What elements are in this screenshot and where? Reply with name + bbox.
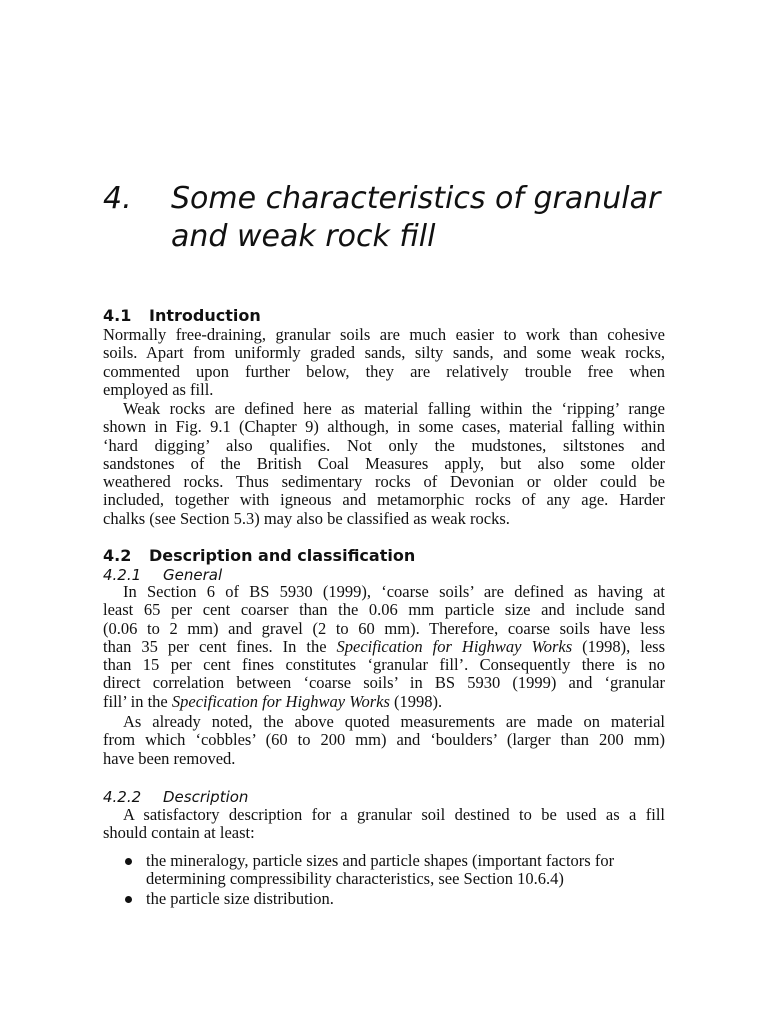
text-line: As already noted, the above quoted measurements are made on material [123, 712, 665, 731]
subsection-title: Description [163, 788, 249, 806]
text-run: (1998), less [572, 636, 665, 656]
text-run: fill’ in the [103, 691, 172, 711]
subsection-number: 4.2.1 [103, 566, 142, 584]
bullet-dot-icon [125, 858, 132, 865]
bullet-list [103, 852, 665, 909]
text-line [103, 693, 665, 711]
text-line: least 65 per cent coarser than the 0.06 mm particle size and include sand [103, 600, 665, 620]
list-item-line: the particle size distribution. [146, 888, 334, 908]
text-line: A satisfactory description for a granular soil destined to be used as a fill [123, 805, 665, 824]
text-line: should contain at least: [103, 823, 255, 843]
section-heading-4-2 [103, 546, 415, 566]
text-line: Normally free-draining, granular soils are much easier to work than cohesive [103, 325, 665, 344]
section-number: 4.1 [103, 306, 132, 325]
general-paragraph-1 [103, 583, 665, 711]
intro-paragraph-2 [103, 400, 665, 528]
section-title: Introduction [149, 306, 261, 325]
section-title: Description and classification [149, 546, 416, 565]
text-line: have been removed. [103, 748, 236, 768]
text-line: weathered rocks. Thus sedimentary rocks of Devonian or older could be [103, 472, 665, 492]
chapter-title-line: Some characteristics of granular [171, 181, 661, 216]
chapter-number: 4. [103, 181, 132, 216]
text-line [103, 638, 665, 656]
text-run: (1998). [389, 691, 443, 711]
description-paragraph [103, 806, 665, 843]
general-paragraph-2 [103, 713, 665, 768]
chapter-title-line: and weak rock fill [171, 219, 436, 254]
text-line: included, together with igneous and metamorphic rocks of any age. Harder [103, 490, 665, 510]
subsection-title: General [163, 566, 223, 584]
bullet-dot-icon [125, 896, 132, 903]
text-line: employed as fill. [103, 379, 214, 399]
text-line: In Section 6 of BS 5930 (1999), ‘coarse soils’ are defined as having at [123, 582, 665, 601]
section-heading-4-1 [103, 306, 261, 326]
list-item [103, 852, 665, 889]
list-item-line: the mineralogy, particle sizes and particle shapes (important factors for [146, 851, 615, 870]
text-run: than 35 per cent fines. In the [103, 636, 337, 656]
subsection-number: 4.2.2 [103, 788, 142, 806]
text-line: chalks (see Section 5.3) may also be classified as weak rocks. [103, 508, 510, 528]
text-line: direct correlation between ‘coarse soils’ in BS 5930 (1999) and ‘granular [103, 673, 665, 693]
list-item-line: determining compressibility characteristics, see Section 10.6.4) [146, 869, 564, 889]
italic-citation: Specification for Highway Works [171, 691, 390, 711]
text-line: shown in Fig. 9.1 (Chapter 9) although, in some cases, material falling within [103, 417, 665, 437]
chapter-title-text [171, 180, 731, 256]
italic-citation: Specification for Highway Works [336, 636, 573, 656]
list-item [103, 890, 665, 908]
text-line: commented upon further below, they are relatively trouble free when [103, 361, 665, 381]
text-line: Weak rocks are defined here as material falling within the ‘ripping’ range [123, 399, 665, 418]
text-line: than 15 per cent fines constitutes ‘granular fill’. Consequently there is no [103, 655, 665, 675]
text-line: (0.06 to 2 mm) and gravel (2 to 60 mm). Therefore, coarse soils have less [103, 618, 665, 638]
text-line: sandstones of the British Coal Measures apply, but also some older [103, 453, 665, 473]
section-number: 4.2 [103, 546, 132, 565]
intro-paragraph-1 [103, 326, 665, 399]
text-line: from which ‘cobbles’ (60 to 200 mm) and ‘boulders’ (larger than 200 mm) [103, 730, 665, 750]
text-line: soils. Apart from uniformly graded sands, silty sands, and some weak rocks, [103, 343, 665, 363]
subsection-heading-4-2-2 [103, 788, 248, 806]
text-line: ‘hard digging’ also qualifies. Not only the mudstones, siltstones and [103, 435, 665, 455]
